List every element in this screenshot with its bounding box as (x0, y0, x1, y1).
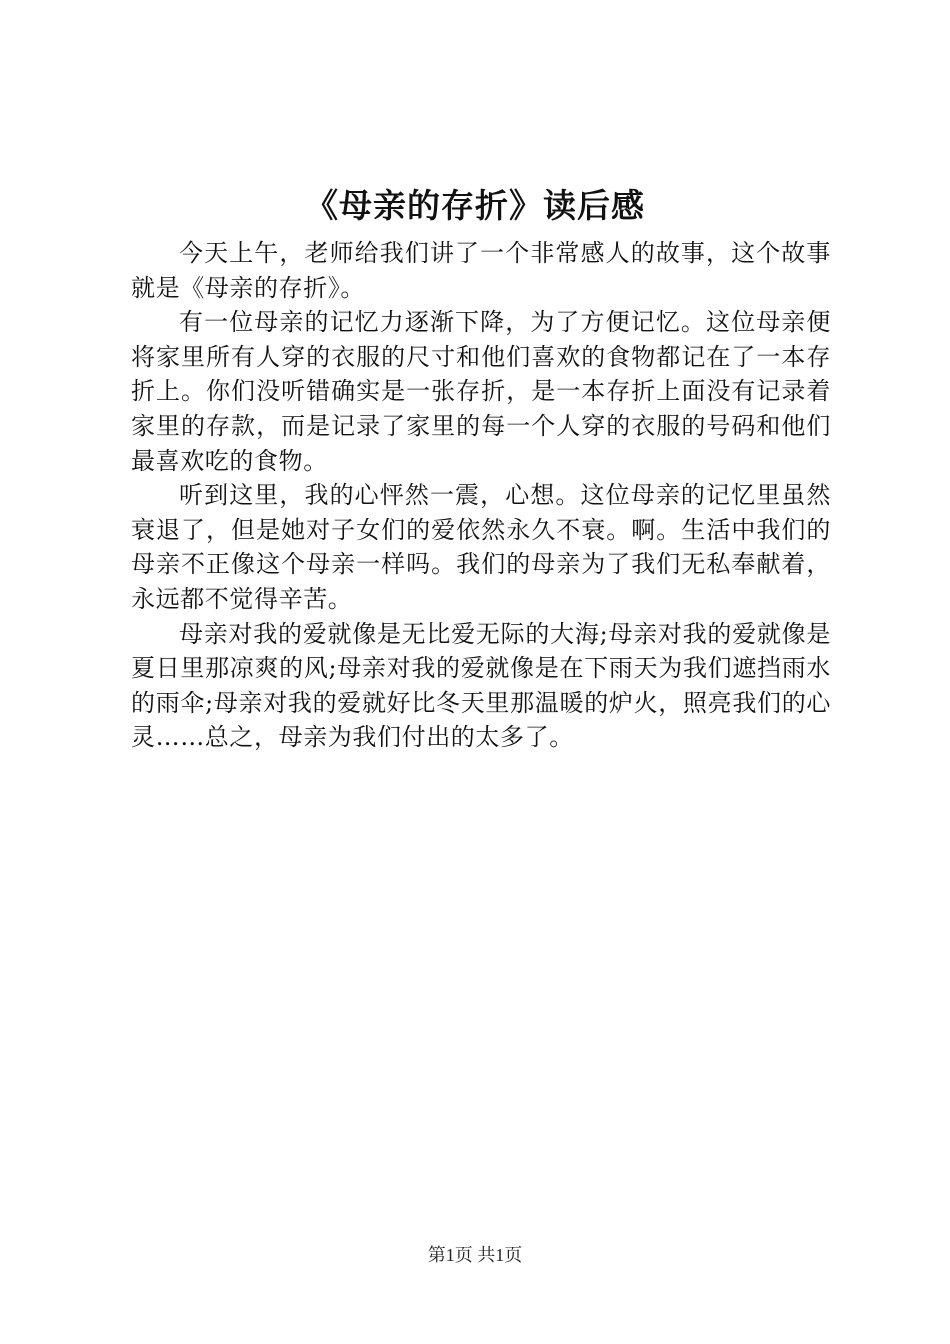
document-body (131, 236, 831, 755)
document-title: 《母亲的存折》读后感 (305, 186, 645, 225)
page-number-footer: 第1页 共1页 (427, 1245, 523, 1265)
paragraph-4: 母亲对我的爱就像是无比爱无际的大海;母亲对我的爱就像是夏日里那凉爽的风;母亲对我的爱就像是在下雨天为我们遮挡雨水的雨伞;母亲对我的爱就好比冬天里那温暖的炉火，照亮我们的心灵……总之，母亲为我们付出的太多了。 (131, 619, 831, 752)
paragraph-1: 今天上午，老师给我们讲了一个非常感人的故事，这个故事就是《母亲的存折》。 (131, 239, 831, 302)
paragraph-3: 听到这里，我的心怦然一震，心想。这位母亲的记忆里虽然衰退了，但是她对子女们的爱依然永久不衰。啊。生活中我们的母亲不正像这个母亲一样吗。我们的母亲为了我们无私奉献着，永远都不觉得辛苦。 (131, 481, 831, 613)
paragraph-2: 有一位母亲的记忆力逐渐下降，为了方便记忆。这位母亲便将家里所有人穿的衣服的尺寸和他们喜欢的食物都记在了一本存折上。你们没听错确实是一张存折，是一本存折上面没有记录着家里的存款，而是记录了家里的每一个人穿的衣服的号码和他们最喜欢吃的食物。 (131, 308, 831, 475)
